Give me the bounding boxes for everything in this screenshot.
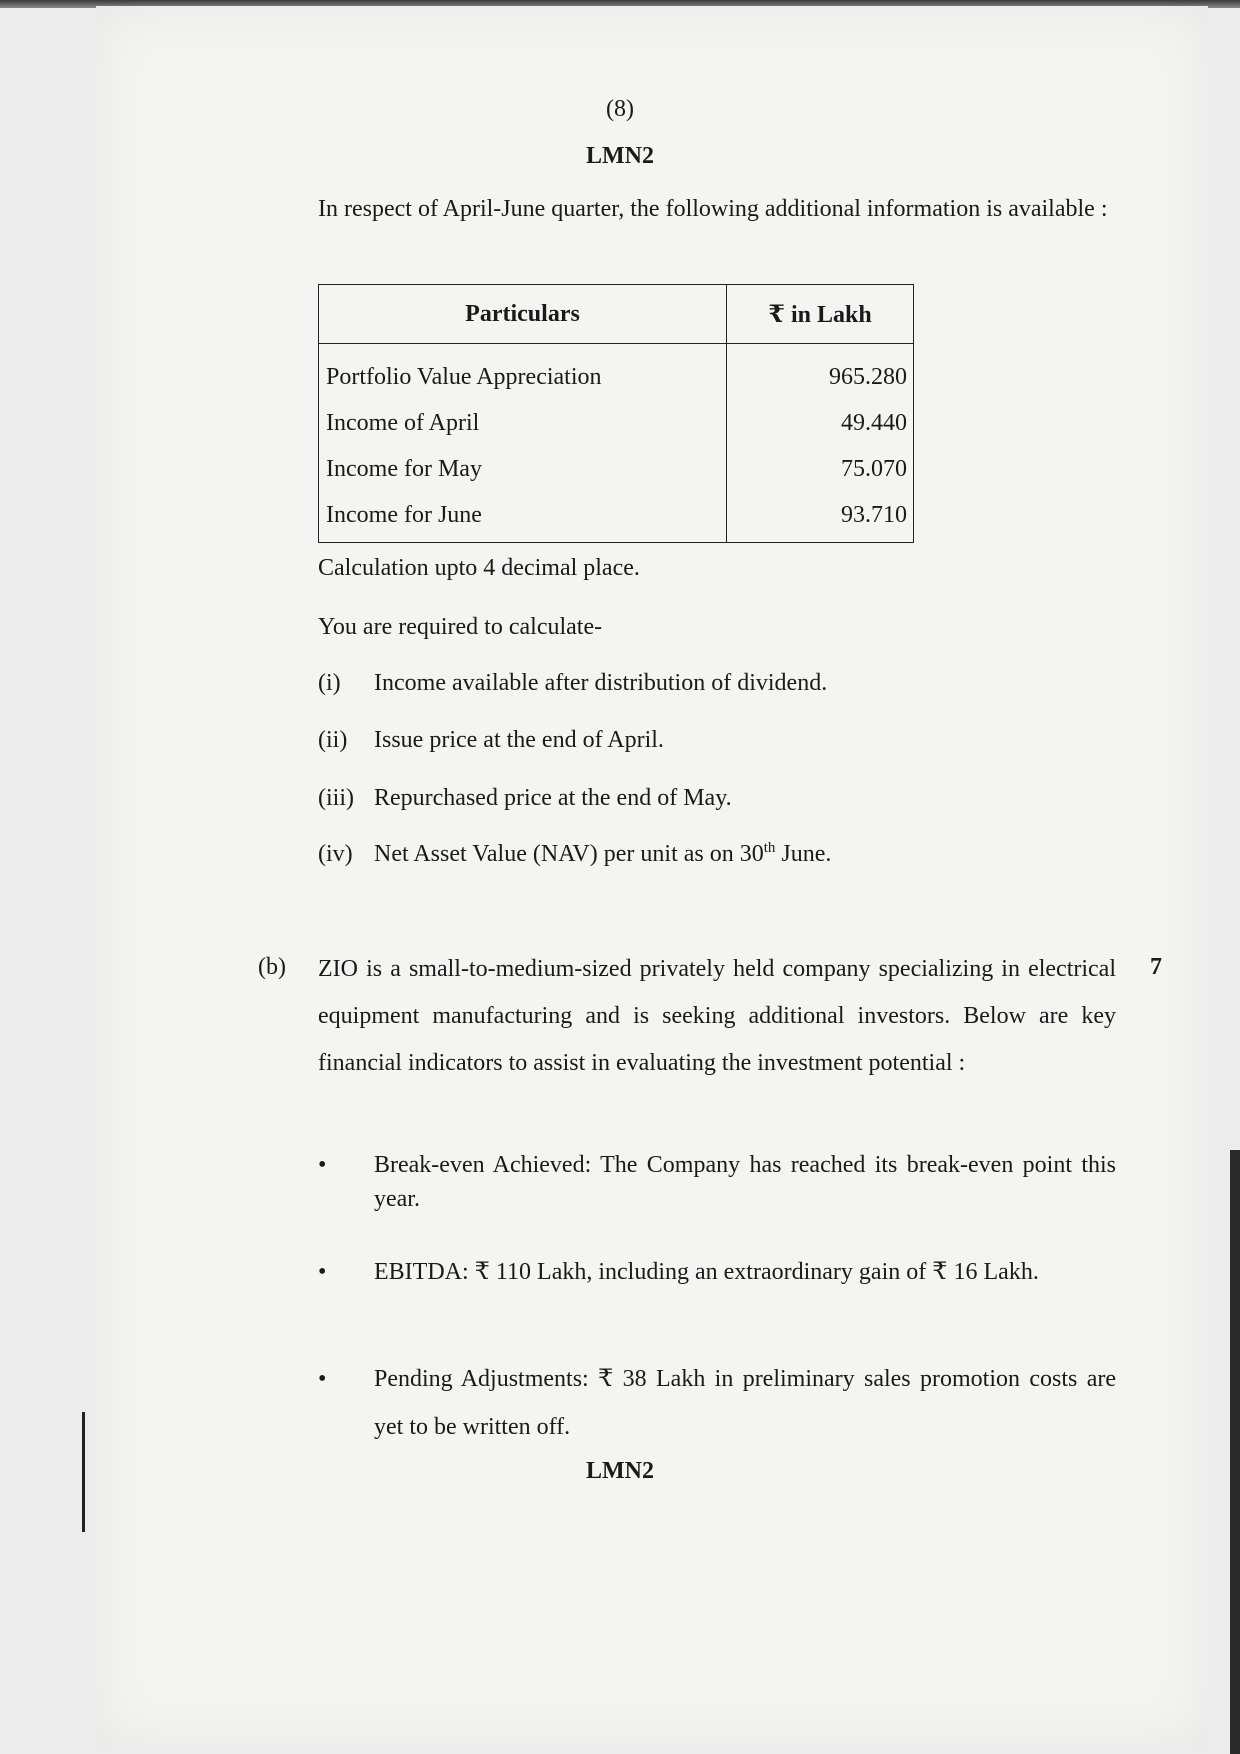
paper-code-header: LMN2 (586, 143, 654, 169)
requirement-text-end: June. (775, 841, 832, 867)
part-b-marks: 7 (1150, 954, 1162, 980)
row-value: 49.440 (727, 400, 914, 446)
row-value: 965.280 (727, 344, 914, 401)
column-header-particulars: Particulars (319, 285, 727, 344)
bullet-text: EBITDA: ₹ 110 Lakh, including an extraordinary gain of ₹ 16 Lakh. (374, 1259, 1039, 1285)
requirement-item (318, 839, 831, 869)
requirement-number: (i) (318, 670, 341, 696)
row-particular: Income of April (319, 400, 727, 446)
document-page (96, 6, 1208, 1746)
requirement-item (318, 783, 732, 813)
requirement-text: Income available after distribution of dividend. (374, 670, 828, 696)
table-row (319, 344, 914, 401)
part-b-label: (b) (258, 954, 286, 980)
requirement-text: Repurchased price at the end of May. (374, 785, 732, 811)
required-intro: You are required to calculate- (318, 614, 603, 640)
row-particular: Income for June (319, 492, 727, 543)
bullet-text: Pending Adjustments: ₹ 38 Lakh in preliminary sales promotion costs are yet to be written off. (374, 1366, 1116, 1440)
intro-paragraph: In respect of April-June quarter, the following additional information is available : (318, 196, 1108, 222)
particulars-table (318, 284, 914, 543)
table-header-row (319, 285, 914, 344)
paper-code-footer: LMN2 (586, 1458, 654, 1484)
part-b-paragraph: ZIO is a small-to-medium-sized privately held company specializing in electrical equipment manufacturing and is seeking additional investors. Below are key financial indicators to assist in evaluating the investment potential : (318, 956, 1116, 1076)
row-value: 75.070 (727, 446, 914, 492)
column-header-amount: ₹ in Lakh (727, 285, 914, 344)
requirement-item (318, 668, 827, 698)
requirement-number: (iii) (318, 785, 354, 811)
requirement-number: (ii) (318, 727, 348, 753)
table-row (319, 492, 914, 543)
requirement-text: Issue price at the end of April. (374, 727, 664, 753)
calculation-note: Calculation upto 4 decimal place. (318, 555, 640, 581)
bullet-symbol: • (318, 1259, 327, 1285)
requirement-number: (iv) (318, 841, 353, 867)
bullet-symbol: • (318, 1152, 327, 1178)
requirement-text: Net Asset Value (NAV) per unit as on 30 (374, 841, 764, 867)
table-row (319, 446, 914, 492)
page-number: (8) (606, 96, 634, 122)
row-particular: Income for May (319, 446, 727, 492)
table-row (319, 400, 914, 446)
scan-right-edge (1230, 1150, 1240, 1754)
bullet-symbol: • (318, 1366, 327, 1392)
row-value: 93.710 (727, 492, 914, 543)
bullet-text: Break-even Achieved: The Company has reached its break-even point this year. (374, 1152, 1116, 1212)
ordinal-suffix: th (763, 840, 776, 856)
row-particular: Portfolio Value Appreciation (319, 344, 727, 401)
requirement-item (318, 725, 664, 755)
